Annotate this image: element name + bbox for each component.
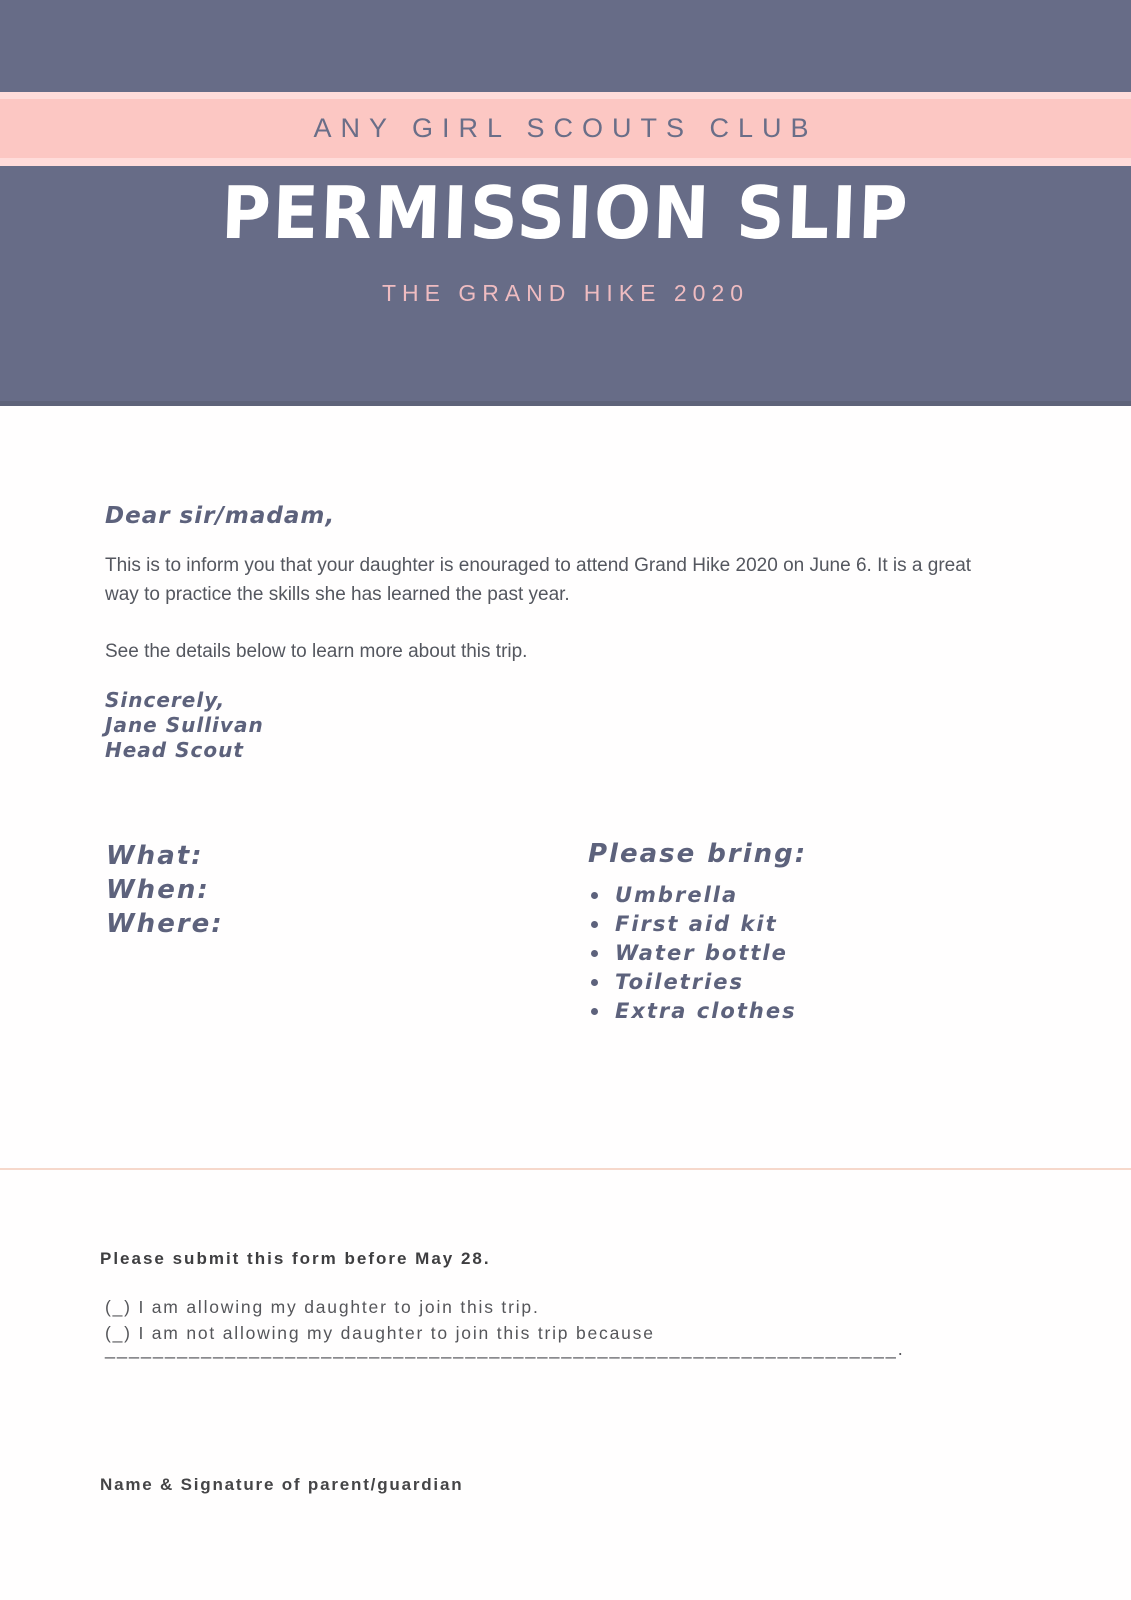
consent-option-disallow: (_) I am not allowing my daughter to join this trip because — [105, 1322, 655, 1343]
salutation: Dear sir/madam, — [105, 503, 336, 529]
list-item — [591, 968, 797, 997]
bring-item-label: Umbrella — [615, 883, 739, 907]
reason-blank-line: __________________________________________________________________. — [105, 1339, 905, 1359]
bullet-icon — [591, 979, 598, 986]
bullet-icon — [591, 950, 598, 957]
consent-option-allow: (_) I am allowing my daughter to join this trip. — [105, 1297, 540, 1317]
bullet-icon — [591, 921, 598, 928]
bring-item-label: Water bottle — [615, 941, 788, 965]
signoff-closing: Sincerely, — [105, 688, 226, 712]
signature-label: Name & Signature of parent/guardian — [100, 1475, 464, 1494]
signoff-name: Jane Sullivan — [105, 713, 264, 737]
section-divider — [0, 1168, 1131, 1170]
field-where-label: Where: — [106, 909, 224, 939]
bring-item-label: Toiletries — [615, 970, 745, 994]
page-title: PERMISSION SLIP — [220, 170, 911, 256]
letter-paragraph: This is to inform you that your daughter is enouraged to attend Grand Hike 2020 on June 6. It is a great way to practice the skills she has learned the past year. — [105, 555, 972, 605]
bullet-icon — [591, 892, 598, 899]
signoff-role: Head Scout — [105, 738, 244, 762]
bring-item-label: First aid kit — [615, 912, 778, 936]
trip-fields — [106, 839, 224, 941]
bring-item-label: Extra clothes — [615, 999, 797, 1023]
details-note: See the details below to learn more about this trip. — [105, 641, 528, 662]
page-subtitle: THE GRAND HIKE 2020 — [381, 280, 750, 306]
bring-list — [591, 881, 797, 1026]
list-item — [591, 997, 797, 1026]
field-when-label: When: — [106, 875, 210, 905]
header-banner — [0, 0, 1131, 406]
signoff-block — [105, 688, 264, 763]
club-name: ANY GIRL SCOUTS CLUB — [313, 113, 818, 143]
list-item — [591, 881, 797, 910]
bring-heading: Please bring: — [588, 839, 808, 869]
submit-deadline-note: Please submit this form before May 28. — [100, 1249, 491, 1268]
club-name-band — [0, 92, 1131, 166]
bullet-icon — [591, 1008, 598, 1015]
list-item — [591, 939, 797, 968]
list-item — [591, 910, 797, 939]
field-what-label: What: — [106, 841, 204, 871]
